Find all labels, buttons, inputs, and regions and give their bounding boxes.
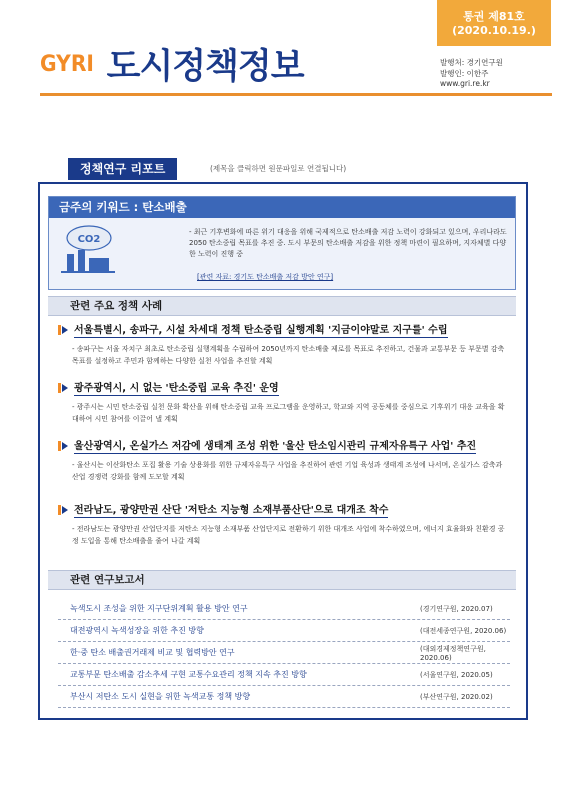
studies-list bbox=[58, 598, 510, 708]
co2-factory-icon bbox=[59, 224, 117, 276]
keyword-body bbox=[49, 218, 515, 289]
header-divider bbox=[40, 93, 552, 96]
issue-number: 통권 제81호 bbox=[463, 10, 525, 23]
case-title-row[interactable] bbox=[58, 321, 516, 338]
study-row[interactable] bbox=[58, 620, 510, 642]
study-row[interactable] bbox=[58, 598, 510, 620]
masthead bbox=[40, 44, 304, 87]
study-source: (서울연구원, 2020.05) bbox=[420, 670, 493, 679]
publisher-info bbox=[440, 58, 503, 90]
publisher-line: 발행처: 경기연구원 bbox=[440, 58, 503, 67]
keyword-link[interactable]: [관련 자료: 경기도 탄소배출 저감 방안 연구] bbox=[197, 273, 334, 281]
report-tab: 정책연구 리포트 bbox=[68, 158, 177, 180]
case-item bbox=[58, 321, 516, 367]
study-title[interactable]: 녹색도시 조성을 위한 지구단위계획 활용 방안 연구 bbox=[70, 604, 248, 613]
bullet-arrow-icon bbox=[58, 383, 68, 393]
study-source: (부산연구원, 2020.02) bbox=[420, 692, 493, 701]
study-row[interactable] bbox=[58, 664, 510, 686]
case-title[interactable]: 광주광역시, 시 없는 '탄소중립 교육 추진' 운영 bbox=[74, 379, 279, 396]
case-description: - 전라남도는 광양만권 산업단지를 저탄소 지능형 소재부품 산업단지로 전환하기 위한 대개조 사업에 착수하였으며, 에너지 효율화와 친환경 공정 도입을 통해 탄소배출을 줄여 나갈 계획 bbox=[72, 525, 505, 545]
case-item bbox=[58, 501, 516, 547]
issue-date: (2020.10.19.) bbox=[452, 24, 536, 37]
studies-section-title: 관련 연구보고서 bbox=[48, 570, 516, 590]
case-description: - 송파구는 서울 자치구 최초로 탄소중립 실행계획을 수립하여 2050년까지 탄소배출 제로를 목표로 추진하고, 건물과 교통부문 등 부문별 감축 목표를 설정하고 주민과 함께하는 다양한 실천 사업을 추진할 계획 bbox=[72, 345, 505, 365]
case-title-row[interactable] bbox=[58, 437, 516, 454]
study-source: (경기연구원, 2020.07) bbox=[420, 604, 493, 613]
publisher-line: 발행인: 이한주 bbox=[440, 68, 489, 78]
case-title[interactable]: 서울특별시, 송파구, 시설 차세대 정책 탄소중립 실행계획 '지금이야말로 지구를' 수립 bbox=[74, 321, 448, 338]
co2-label: CO2 bbox=[77, 234, 101, 245]
case-title[interactable]: 전라남도, 광양만권 산단 '저탄소 지능형 소재부품산단'으로 대개조 착수 bbox=[74, 501, 388, 518]
publisher-website[interactable]: www.gri.re.kr bbox=[440, 79, 490, 88]
case-title-row[interactable] bbox=[58, 501, 516, 518]
bullet-arrow-icon bbox=[58, 325, 68, 335]
case-title[interactable]: 울산광역시, 온실가스 저감에 생태계 조성 위한 '울산 탄소임시관리 규제자유특구 사업' 추진 bbox=[74, 437, 476, 454]
case-description: - 광주시는 시민 탄소중립 실천 문화 확산을 위해 탄소중립 교육 프로그램을 운영하고, 학교와 지역 공동체를 중심으로 기후위기 대응 교육을 확대하여 시민 참여를 이끌어 낼 계획 bbox=[72, 403, 505, 423]
cases-section-title: 관련 주요 정책 사례 bbox=[48, 296, 516, 316]
bullet-arrow-icon bbox=[58, 441, 68, 451]
publication-title: 도시정책정보 bbox=[106, 47, 304, 87]
study-source: (대전세종연구원, 2020.06) bbox=[420, 626, 507, 635]
keyword-heading: 금주의 키워드 : 탄소배출 bbox=[49, 197, 515, 218]
study-row[interactable] bbox=[58, 686, 510, 708]
study-title[interactable]: 대전광역시 녹색성장을 위한 추진 방향 bbox=[70, 626, 204, 635]
study-title[interactable]: 부산시 저탄소 도시 실현을 위한 녹색교통 정책 방향 bbox=[70, 692, 251, 701]
issue-badge bbox=[437, 0, 551, 46]
case-title-row[interactable] bbox=[58, 379, 516, 396]
gyri-logo: GYRI bbox=[40, 51, 94, 77]
keyword-box bbox=[48, 196, 516, 290]
report-note: (제목을 클릭하면 원문파일로 연결됩니다) bbox=[210, 164, 347, 173]
case-item bbox=[58, 379, 516, 425]
case-item bbox=[58, 437, 516, 483]
keyword-description: - 최근 기후변화에 따른 위기 대응을 위해 국제적으로 탄소배출 저감 노력이 강화되고 있으며, 우리나라도 2050 탄소중립 목표를 추진 중. 도시 부문의 탄소배출 저감을 위한 정책 마련이 필요하며, 지자체별 다양한 노력이 진행 중 bbox=[189, 228, 507, 258]
case-description: - 울산시는 이산화탄소 포집 활용 기술 상용화를 위한 규제자유특구 사업을 추진하여 관련 기업 육성과 생태계 조성에 나서며, 온실가스 감축과 산업 경쟁력 강화를 함께 도모할 계획 bbox=[72, 461, 503, 481]
study-source: (대외경제정책연구원, 2020.06) bbox=[420, 644, 486, 662]
bullet-arrow-icon bbox=[58, 505, 68, 515]
study-title[interactable]: 교통부문 탄소배출 감소추세 구현 교통수요관리 정책 지속 추진 방향 bbox=[70, 670, 307, 679]
study-title[interactable]: 한·중 탄소 배출권거래제 비교 및 협력방안 연구 bbox=[70, 648, 235, 657]
study-row[interactable] bbox=[58, 642, 510, 664]
